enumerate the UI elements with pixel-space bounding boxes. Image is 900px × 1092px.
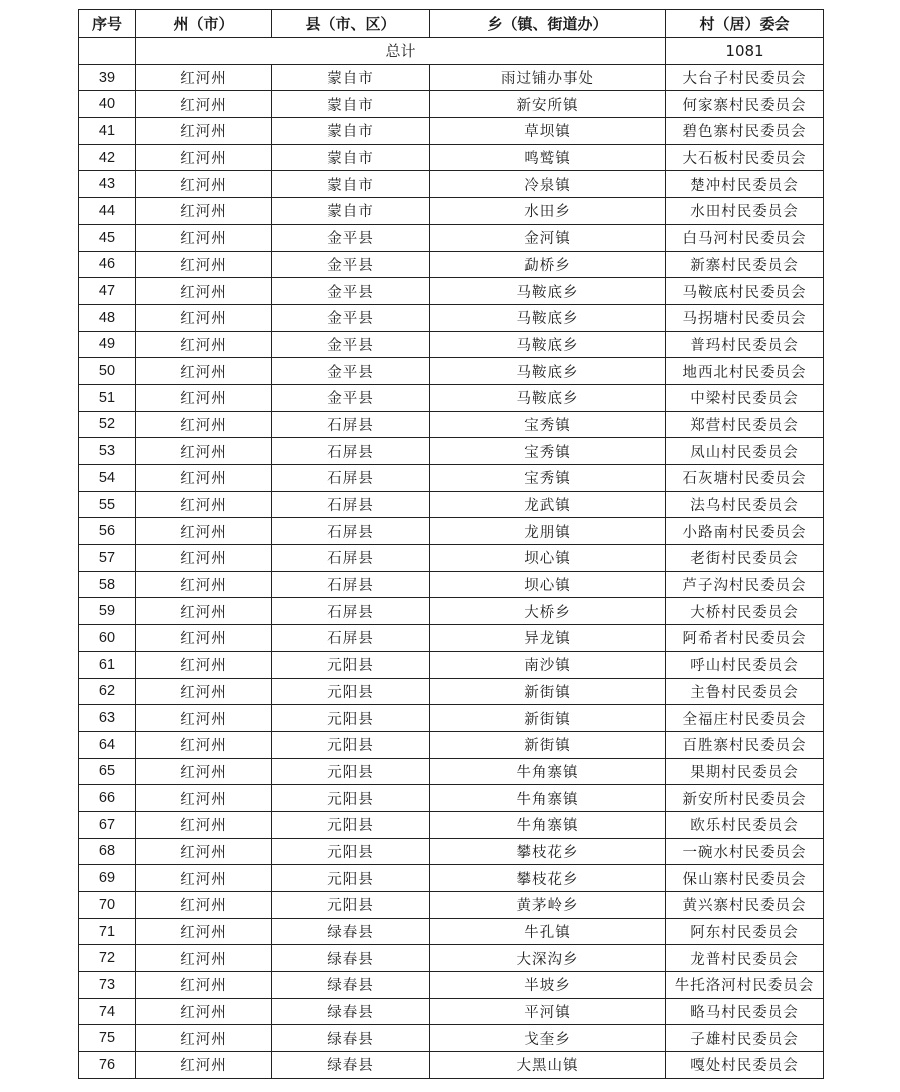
table-row <box>79 811 824 838</box>
village-committee-cell: 大石板村民委员会 <box>666 144 824 171</box>
township-cell: 牛角寨镇 <box>430 785 666 812</box>
township-cell: 戈奎乡 <box>430 1025 666 1052</box>
township-cell: 牛角寨镇 <box>430 758 666 785</box>
county-cell: 金平县 <box>272 304 430 331</box>
township-cell: 宝秀镇 <box>430 438 666 465</box>
seq-cell: 56 <box>79 518 136 545</box>
village-committee-cell: 中梁村民委员会 <box>666 384 824 411</box>
table-row <box>79 705 824 732</box>
table-row <box>79 411 824 438</box>
table-row <box>79 465 824 492</box>
prefecture-cell: 红河州 <box>136 838 272 865</box>
prefecture-cell: 红河州 <box>136 358 272 385</box>
seq-cell: 52 <box>79 411 136 438</box>
township-cell: 异龙镇 <box>430 625 666 652</box>
township-cell: 鸣鹫镇 <box>430 144 666 171</box>
seq-cell: 71 <box>79 918 136 945</box>
township-cell: 勐桥乡 <box>430 251 666 278</box>
township-cell: 新街镇 <box>430 678 666 705</box>
county-cell: 绿春县 <box>272 918 430 945</box>
county-cell: 元阳县 <box>272 731 430 758</box>
village-list-table <box>78 9 824 1079</box>
township-cell: 平河镇 <box>430 998 666 1025</box>
village-committee-cell: 马拐塘村民委员会 <box>666 304 824 331</box>
seq-cell: 54 <box>79 465 136 492</box>
prefecture-cell: 红河州 <box>136 224 272 251</box>
seq-cell: 44 <box>79 198 136 225</box>
prefecture-cell: 红河州 <box>136 491 272 518</box>
prefecture-cell: 红河州 <box>136 918 272 945</box>
table-header-row <box>79 10 824 38</box>
county-cell: 绿春县 <box>272 1025 430 1052</box>
table-row <box>79 972 824 999</box>
township-cell: 攀枝花乡 <box>430 865 666 892</box>
table-row <box>79 758 824 785</box>
village-committee-cell: 小路南村民委员会 <box>666 518 824 545</box>
seq-cell: 41 <box>79 118 136 145</box>
prefecture-cell: 红河州 <box>136 785 272 812</box>
table-row <box>79 785 824 812</box>
village-committee-cell: 大台子村民委员会 <box>666 64 824 91</box>
village-committee-cell: 百胜寨村民委员会 <box>666 731 824 758</box>
seq-cell: 62 <box>79 678 136 705</box>
table-row <box>79 304 824 331</box>
village-committee-cell: 白马河村民委员会 <box>666 224 824 251</box>
village-committee-cell: 保山寨村民委员会 <box>666 865 824 892</box>
township-cell: 冷泉镇 <box>430 171 666 198</box>
prefecture-cell: 红河州 <box>136 651 272 678</box>
seq-cell: 39 <box>79 64 136 91</box>
village-committee-cell: 果期村民委员会 <box>666 758 824 785</box>
prefecture-cell: 红河州 <box>136 118 272 145</box>
seq-cell: 65 <box>79 758 136 785</box>
table-row <box>79 518 824 545</box>
prefecture-cell: 红河州 <box>136 1052 272 1079</box>
seq-cell: 73 <box>79 972 136 999</box>
township-cell: 水田乡 <box>430 198 666 225</box>
seq-cell: 67 <box>79 811 136 838</box>
township-cell: 草坝镇 <box>430 118 666 145</box>
seq-cell: 74 <box>79 998 136 1025</box>
seq-cell: 57 <box>79 545 136 572</box>
seq-cell: 60 <box>79 625 136 652</box>
county-cell: 金平县 <box>272 331 430 358</box>
village-committee-cell: 略马村民委员会 <box>666 998 824 1025</box>
prefecture-cell: 红河州 <box>136 411 272 438</box>
county-cell: 元阳县 <box>272 651 430 678</box>
table-row <box>79 598 824 625</box>
village-committee-cell: 呼山村民委员会 <box>666 651 824 678</box>
prefecture-cell: 红河州 <box>136 731 272 758</box>
village-committee-cell: 新安所村民委员会 <box>666 785 824 812</box>
village-committee-cell: 楚冲村民委员会 <box>666 171 824 198</box>
table-row <box>79 838 824 865</box>
county-cell: 石屏县 <box>272 411 430 438</box>
prefecture-cell: 红河州 <box>136 705 272 732</box>
township-cell: 半坡乡 <box>430 972 666 999</box>
village-committee-cell: 龙普村民委员会 <box>666 945 824 972</box>
county-cell: 金平县 <box>272 358 430 385</box>
prefecture-cell: 红河州 <box>136 678 272 705</box>
table-row <box>79 945 824 972</box>
seq-cell: 58 <box>79 571 136 598</box>
table-row <box>79 384 824 411</box>
village-committee-cell: 嘎处村民委员会 <box>666 1052 824 1079</box>
village-committee-cell: 子雄村民委员会 <box>666 1025 824 1052</box>
county-cell: 绿春县 <box>272 1052 430 1079</box>
county-cell: 元阳县 <box>272 705 430 732</box>
village-committee-cell: 大桥村民委员会 <box>666 598 824 625</box>
township-cell: 新街镇 <box>430 705 666 732</box>
seq-cell: 75 <box>79 1025 136 1052</box>
county-cell: 绿春县 <box>272 972 430 999</box>
seq-cell: 53 <box>79 438 136 465</box>
prefecture-cell: 红河州 <box>136 331 272 358</box>
township-cell: 新街镇 <box>430 731 666 758</box>
village-committee-cell: 新寨村民委员会 <box>666 251 824 278</box>
prefecture-cell: 红河州 <box>136 758 272 785</box>
table-row <box>79 251 824 278</box>
county-cell: 蒙自市 <box>272 118 430 145</box>
prefecture-cell: 红河州 <box>136 1025 272 1052</box>
table-row <box>79 545 824 572</box>
header-seq: 序号 <box>79 10 136 38</box>
county-cell: 蒙自市 <box>272 198 430 225</box>
prefecture-cell: 红河州 <box>136 304 272 331</box>
table-row <box>79 998 824 1025</box>
village-committee-cell: 凤山村民委员会 <box>666 438 824 465</box>
village-committee-cell: 水田村民委员会 <box>666 198 824 225</box>
township-cell: 龙武镇 <box>430 491 666 518</box>
table-row <box>79 358 824 385</box>
village-committee-cell: 何家寨村民委员会 <box>666 91 824 118</box>
township-cell: 马鞍底乡 <box>430 304 666 331</box>
village-committee-cell: 石灰塘村民委员会 <box>666 465 824 492</box>
seq-cell: 47 <box>79 278 136 305</box>
prefecture-cell: 红河州 <box>136 518 272 545</box>
table-row <box>79 651 824 678</box>
township-cell: 龙朋镇 <box>430 518 666 545</box>
prefecture-cell: 红河州 <box>136 278 272 305</box>
seq-cell: 64 <box>79 731 136 758</box>
prefecture-cell: 红河州 <box>136 811 272 838</box>
total-row <box>79 38 824 65</box>
seq-cell: 48 <box>79 304 136 331</box>
seq-cell: 55 <box>79 491 136 518</box>
seq-cell: 40 <box>79 91 136 118</box>
total-value: 1081 <box>666 38 824 65</box>
table-row <box>79 224 824 251</box>
township-cell: 新安所镇 <box>430 91 666 118</box>
village-committee-cell: 法乌村民委员会 <box>666 491 824 518</box>
table-row <box>79 892 824 919</box>
table-row <box>79 438 824 465</box>
township-cell: 马鞍底乡 <box>430 331 666 358</box>
prefecture-cell: 红河州 <box>136 545 272 572</box>
table-row <box>79 731 824 758</box>
village-committee-cell: 普玛村民委员会 <box>666 331 824 358</box>
township-cell: 大深沟乡 <box>430 945 666 972</box>
village-committee-cell: 主鲁村民委员会 <box>666 678 824 705</box>
township-cell: 南沙镇 <box>430 651 666 678</box>
county-cell: 石屏县 <box>272 598 430 625</box>
county-cell: 蒙自市 <box>272 144 430 171</box>
county-cell: 元阳县 <box>272 892 430 919</box>
county-cell: 元阳县 <box>272 758 430 785</box>
county-cell: 石屏县 <box>272 465 430 492</box>
township-cell: 牛孔镇 <box>430 918 666 945</box>
prefecture-cell: 红河州 <box>136 465 272 492</box>
village-committee-cell: 阿东村民委员会 <box>666 918 824 945</box>
county-cell: 绿春县 <box>272 945 430 972</box>
prefecture-cell: 红河州 <box>136 625 272 652</box>
prefecture-cell: 红河州 <box>136 571 272 598</box>
header-prefecture: 州（市） <box>136 10 272 38</box>
township-cell: 马鞍底乡 <box>430 384 666 411</box>
village-committee-cell: 郑营村民委员会 <box>666 411 824 438</box>
total-blank-cell <box>79 38 136 65</box>
seq-cell: 51 <box>79 384 136 411</box>
prefecture-cell: 红河州 <box>136 91 272 118</box>
village-committee-cell: 老街村民委员会 <box>666 545 824 572</box>
county-cell: 元阳县 <box>272 785 430 812</box>
township-cell: 大黑山镇 <box>430 1052 666 1079</box>
seq-cell: 49 <box>79 331 136 358</box>
village-committee-cell: 芦子沟村民委员会 <box>666 571 824 598</box>
table-row <box>79 918 824 945</box>
table-row <box>79 331 824 358</box>
village-committee-cell: 阿希者村民委员会 <box>666 625 824 652</box>
county-cell: 元阳县 <box>272 865 430 892</box>
seq-cell: 69 <box>79 865 136 892</box>
table-row <box>79 91 824 118</box>
seq-cell: 72 <box>79 945 136 972</box>
table-row <box>79 571 824 598</box>
table-row <box>79 625 824 652</box>
prefecture-cell: 红河州 <box>136 251 272 278</box>
seq-cell: 61 <box>79 651 136 678</box>
county-cell: 元阳县 <box>272 811 430 838</box>
table-row <box>79 64 824 91</box>
county-cell: 石屏县 <box>272 625 430 652</box>
prefecture-cell: 红河州 <box>136 64 272 91</box>
table-row <box>79 198 824 225</box>
seq-cell: 50 <box>79 358 136 385</box>
village-committee-cell: 马鞍底村民委员会 <box>666 278 824 305</box>
township-cell: 宝秀镇 <box>430 411 666 438</box>
seq-cell: 68 <box>79 838 136 865</box>
table-row <box>79 491 824 518</box>
seq-cell: 63 <box>79 705 136 732</box>
village-committee-cell: 地西北村民委员会 <box>666 358 824 385</box>
county-cell: 金平县 <box>272 251 430 278</box>
county-cell: 蒙自市 <box>272 91 430 118</box>
village-committee-cell: 牛托洛河村民委员会 <box>666 972 824 999</box>
prefecture-cell: 红河州 <box>136 198 272 225</box>
table-row <box>79 171 824 198</box>
table-row <box>79 1052 824 1079</box>
prefecture-cell: 红河州 <box>136 384 272 411</box>
township-cell: 牛角寨镇 <box>430 811 666 838</box>
county-cell: 石屏县 <box>272 571 430 598</box>
county-cell: 元阳县 <box>272 678 430 705</box>
table-row <box>79 1025 824 1052</box>
table-row <box>79 678 824 705</box>
prefecture-cell: 红河州 <box>136 998 272 1025</box>
seq-cell: 76 <box>79 1052 136 1079</box>
prefecture-cell: 红河州 <box>136 972 272 999</box>
header-village-committee: 村（居）委会 <box>666 10 824 38</box>
seq-cell: 70 <box>79 892 136 919</box>
township-cell: 雨过铺办事处 <box>430 64 666 91</box>
seq-cell: 43 <box>79 171 136 198</box>
township-cell: 坝心镇 <box>430 571 666 598</box>
township-cell: 金河镇 <box>430 224 666 251</box>
county-cell: 金平县 <box>272 224 430 251</box>
county-cell: 蒙自市 <box>272 171 430 198</box>
village-committee-cell: 欧乐村民委员会 <box>666 811 824 838</box>
prefecture-cell: 红河州 <box>136 598 272 625</box>
township-cell: 黄茅岭乡 <box>430 892 666 919</box>
prefecture-cell: 红河州 <box>136 438 272 465</box>
header-township: 乡（镇、街道办） <box>430 10 666 38</box>
village-committee-cell: 全福庄村民委员会 <box>666 705 824 732</box>
county-cell: 元阳县 <box>272 838 430 865</box>
county-cell: 绿春县 <box>272 998 430 1025</box>
township-cell: 攀枝花乡 <box>430 838 666 865</box>
county-cell: 石屏县 <box>272 491 430 518</box>
county-cell: 蒙自市 <box>272 64 430 91</box>
table-body <box>79 38 824 1079</box>
county-cell: 金平县 <box>272 384 430 411</box>
township-cell: 坝心镇 <box>430 545 666 572</box>
seq-cell: 66 <box>79 785 136 812</box>
county-cell: 石屏县 <box>272 518 430 545</box>
table-row <box>79 865 824 892</box>
prefecture-cell: 红河州 <box>136 171 272 198</box>
township-cell: 大桥乡 <box>430 598 666 625</box>
prefecture-cell: 红河州 <box>136 865 272 892</box>
village-committee-cell: 碧色寨村民委员会 <box>666 118 824 145</box>
seq-cell: 46 <box>79 251 136 278</box>
header-county: 县（市、区） <box>272 10 430 38</box>
table-row <box>79 144 824 171</box>
seq-cell: 45 <box>79 224 136 251</box>
prefecture-cell: 红河州 <box>136 892 272 919</box>
county-cell: 石屏县 <box>272 438 430 465</box>
prefecture-cell: 红河州 <box>136 144 272 171</box>
county-cell: 石屏县 <box>272 545 430 572</box>
village-committee-cell: 黄兴寨村民委员会 <box>666 892 824 919</box>
seq-cell: 42 <box>79 144 136 171</box>
village-committee-cell: 一碗水村民委员会 <box>666 838 824 865</box>
county-cell: 金平县 <box>272 278 430 305</box>
table-row <box>79 278 824 305</box>
total-label: 总计 <box>136 38 666 65</box>
prefecture-cell: 红河州 <box>136 945 272 972</box>
township-cell: 宝秀镇 <box>430 465 666 492</box>
township-cell: 马鞍底乡 <box>430 358 666 385</box>
township-cell: 马鞍底乡 <box>430 278 666 305</box>
table-row <box>79 118 824 145</box>
seq-cell: 59 <box>79 598 136 625</box>
